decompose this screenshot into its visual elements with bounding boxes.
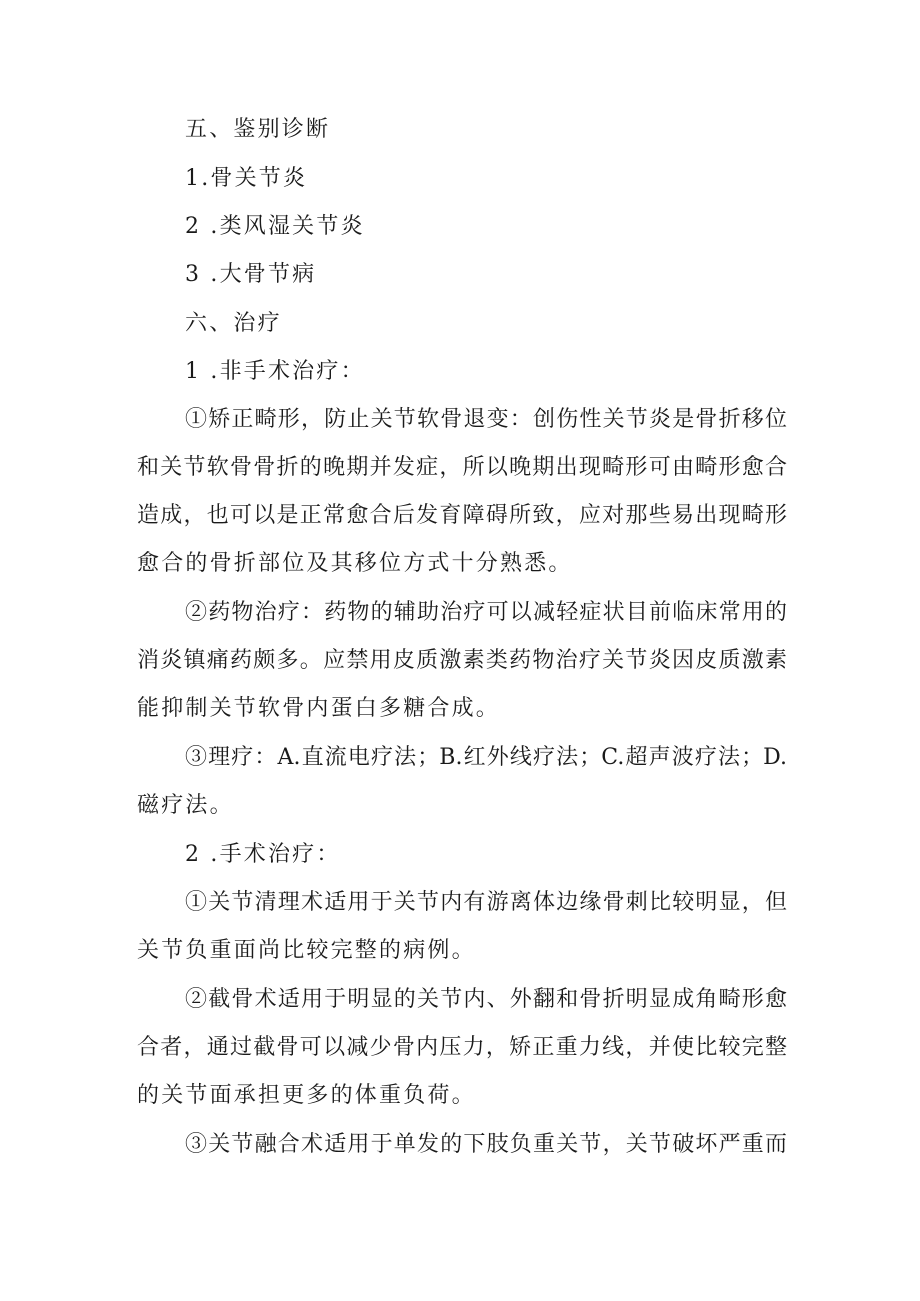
nonsurgical-p1-line: 和关节软骨骨折的晚期并发症，所以晚期出现畸形可由畸形愈合 — [137, 455, 787, 480]
nonsurgical-p1-line: ①矫正畸形，防止关节软骨退变：创伤性关节炎是骨折移位 — [185, 407, 787, 432]
nonsurgical-p3-line: ③理疗：A.直流电疗法；B.红外线疗法；C.超声波疗法；D. — [185, 745, 787, 770]
surgical-p2-line: 的关节面承担更多的体重负荷。 — [137, 1083, 476, 1108]
nonsurgical-p3-line: 磁疗法。 — [137, 793, 234, 818]
surgical-p2-line: 合者，通过截骨可以减少骨内压力，矫正重力线，并使比较完整 — [137, 1035, 787, 1060]
surgical-p3-line: ③关节融合术适用于单发的下肢负重关节，关节破坏严重而 — [185, 1132, 787, 1157]
surgical-p1-line: ①关节清理术适用于关节内有游离体边缘骨刺比较明显，但 — [185, 890, 787, 915]
section-5-heading: 五、鉴别诊断 — [185, 117, 331, 142]
nonsurgical-p2-line: 消炎镇痛药颇多。应禁用皮质激素类药物治疗关节炎因皮质激素 — [137, 648, 787, 673]
nonsurgical-p2-line: ②药物治疗：药物的辅助治疗可以减轻症状目前临床常用的 — [185, 600, 787, 625]
surgical-heading: 2 .手术治疗： — [185, 842, 341, 867]
nonsurgical-heading: 1 .非手术治疗： — [185, 359, 365, 384]
nonsurgical-p2-line: 能抑制关节软骨内蛋白多糖合成。 — [137, 696, 501, 721]
surgical-p2-line: ②截骨术适用于明显的关节内、外翻和骨折明显成角畸形愈 — [185, 987, 787, 1012]
section-6-heading: 六、治疗 — [185, 311, 282, 336]
nonsurgical-p1-line: 愈合的骨折部位及其移位方式十分熟悉。 — [137, 551, 573, 576]
nonsurgical-p1-line: 造成，也可以是正常愈合后发育障碍所致，应对那些易出现畸形 — [137, 503, 787, 528]
diagnosis-item-3: 3 .大骨节病 — [185, 262, 317, 287]
diagnosis-item-1: 1.骨关节炎 — [185, 166, 308, 191]
diagnosis-item-2: 2 .类风湿关节炎 — [185, 214, 365, 239]
surgical-p1-line: 关节负重面尚比较完整的病例。 — [137, 938, 476, 963]
